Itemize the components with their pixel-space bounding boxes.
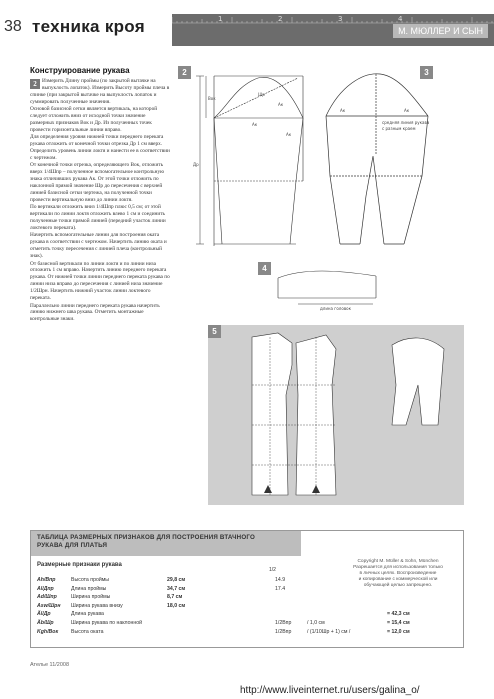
- page-header: [0, 14, 494, 46]
- row-name: Ширина проймы: [71, 594, 111, 601]
- mark-label: Вок: [208, 96, 216, 101]
- row-value: 34,7 см: [167, 585, 186, 592]
- ruler-number: 1: [218, 15, 223, 23]
- row-result: = 12,0 см: [387, 628, 410, 635]
- row-abbr: Al/Дпр: [37, 585, 54, 592]
- row-result: = 15,4 см: [387, 619, 410, 626]
- mark-label: Ак: [252, 122, 258, 127]
- table-title-line: ТАБЛИЦА РАЗМЕРНЫХ ПРИЗНАКОВ ДЛЯ ПОСТРОЕНИЯ ВТАЧНОГО: [37, 534, 255, 541]
- row-abbr: Ad/Шпр: [37, 594, 57, 601]
- table-title-line: РУКАВА ДЛЯ ПЛАТЬЯ: [37, 542, 108, 549]
- cap-length-drawing: [258, 260, 378, 312]
- row-half: 17.4: [275, 585, 286, 592]
- mark-label: Ак: [278, 102, 284, 107]
- article-paragraph: Для определения уровня нижней точки переднего переката рукава отложить от конечной точки отрезка Др 1 см вверх. Определить уровень линии локтя и нанести ее в соответствии с чертежом.: [30, 134, 170, 161]
- ruler-number: 2: [278, 15, 283, 23]
- row-value: 29,8 см: [167, 577, 186, 583]
- table-row: [37, 629, 457, 638]
- issue-label: Ателье 11/2008: [30, 662, 70, 668]
- row-half: 1/2Впр: [275, 628, 292, 635]
- table-column-half: 1/2: [269, 567, 276, 573]
- mark-label: Ак: [404, 108, 410, 113]
- header-ruler: [172, 14, 494, 46]
- table-row: [37, 594, 457, 603]
- row-half: 14.9: [275, 577, 286, 583]
- sleeve-pattern-drawing: [318, 66, 468, 256]
- table-header: [31, 531, 301, 556]
- mark-label: Ак: [340, 108, 346, 113]
- row-name: Высота оката: [71, 628, 104, 635]
- pattern-note: с разным краем: [382, 126, 416, 131]
- copyright-line: в личных целях. Воспроизведение: [359, 571, 437, 576]
- figure-5-bodice-fit: [208, 325, 464, 505]
- table-row: [37, 586, 457, 595]
- copyright-line: обучающей целью запрещено.: [363, 583, 433, 588]
- article-column: [30, 66, 170, 324]
- figure-4-cap-length: [258, 260, 378, 312]
- mark-label: Шр: [258, 92, 265, 97]
- row-abbr: Ah/Впр: [37, 577, 56, 583]
- figure-label: 2: [178, 66, 191, 79]
- row-name: Ширина рукава внизу: [71, 602, 123, 609]
- table-row: [37, 577, 457, 586]
- row-result: = 42,3 см: [387, 611, 410, 618]
- dimension-note: длина головок: [320, 306, 352, 311]
- row-name: Длина рукава: [71, 611, 104, 618]
- article-paragraph: Параллельно линии переднего переката рукава начертить линию нижнего шва рукава. Отметить монтажные контрольные знаки.: [30, 302, 160, 323]
- copyright-line: Copyright M. Müller & Sohn, München: [357, 559, 439, 564]
- copyright-line: и копирование с коммерческой или: [358, 577, 438, 582]
- pattern-note: средняя линия рукава: [382, 120, 430, 125]
- table-subheading: Размерные признаки рукава: [37, 562, 122, 568]
- article-paragraph: По вертикали отложить вниз 1/4Шпр плюс 0,5 см; от этой вертикали по линии локтя отложить влево 1 см и соединить полученные точки прямой линией (передний участок линии локтевого переката).: [30, 204, 166, 232]
- row-name: Ширина рукава по наклонной: [71, 619, 143, 626]
- row-calc: / (1/10Шр + 1) см /: [307, 628, 351, 635]
- figure-label: 5: [208, 325, 221, 338]
- figure-label: 3: [420, 66, 433, 79]
- brand-label: М. МЮЛЛЕР И СЫН: [393, 24, 488, 38]
- mark-label: Др: [193, 162, 199, 167]
- row-half: 1/2Впр: [275, 619, 292, 626]
- figure-3-sleeve-pattern: [318, 66, 468, 256]
- row-value: 18,0 см: [167, 602, 186, 609]
- article-paragraph: [30, 78, 170, 106]
- copyright-line: Разрешается для использования только: [353, 565, 443, 570]
- row-abbr: Äl/Др: [37, 611, 51, 618]
- table-row: [37, 611, 457, 620]
- table-rows: [37, 577, 457, 637]
- page-number: 38: [4, 18, 22, 35]
- row-name: Высота проймы: [71, 577, 110, 583]
- ruler-number: 3: [338, 15, 343, 23]
- figure-2-sleeve-grid: [178, 66, 310, 256]
- row-calc: / 1,0 см: [307, 619, 325, 626]
- article-title: Конструирование рукава: [30, 66, 130, 75]
- step-badge: 2: [30, 79, 40, 89]
- mark-label: Ак: [286, 132, 292, 137]
- paragraph-text: Измерить Длину проймы (по закрытой вытачке на выпуклость лопаток). Измерить Высоту проймы плеча в спинке (при закрытой вытачке на выпуклость лопаток и суммировать полученные значения.: [30, 78, 170, 105]
- article-paragraph: Основой базисной сетки является вертикаль, на которой следует отложить вниз от исходной точки значение размерных признаков Вок и Др. Из полученных точек провести горизонтальные линии вправо.: [30, 106, 158, 133]
- row-name: Длина проймы: [71, 585, 107, 592]
- table-row: [37, 620, 457, 629]
- figure-label: 4: [258, 262, 271, 275]
- row-abbr: Äb/Шр: [37, 619, 54, 626]
- ruler-number: 4: [398, 15, 403, 23]
- row-abbr: Asw/Шрн: [37, 602, 61, 609]
- source-url[interactable]: http://www.liveinternet.ru/users/galina_o/: [240, 685, 420, 696]
- article-paragraph: Начертить вспомогательные линии для построения оката рукава в соответствии с чертежом. Начертить линию оката и отметить точку пересечения с линией плеча (контрольный знак).: [30, 232, 167, 260]
- article-paragraph: От базисной вертикали по линии локтя и по линии низа отложить 1 см вправо. Начертить линию переднего переката рукава. От нижней точки линии переднего переката рукава по линии низа вправо до пересечения с линией низа значение 1/2Шрн. Начертить нижний участок линии локтевого переката.: [30, 260, 170, 302]
- measurement-table: [30, 530, 464, 648]
- section-title: техника кроя: [32, 17, 145, 36]
- sleeve-draft-drawing: [178, 66, 310, 256]
- bodice-fit-drawing: [208, 325, 464, 505]
- row-value: 8,7 см: [167, 594, 183, 601]
- row-abbr: Kgh/Вок: [37, 628, 59, 635]
- article-paragraph: От конечной точки отрезка, определяющего Вок, отложить вверх 1/4Шпр – полученное вспомогательное контрольную знака отличивших рукава Ак. От этой точки отложить по наклонной прямой значение Шр до пересечения с верхней линией базисной сетки чертежа, на полученной точки провести вертикальную вниз до линии локтя.: [30, 162, 165, 203]
- table-row: [37, 603, 457, 612]
